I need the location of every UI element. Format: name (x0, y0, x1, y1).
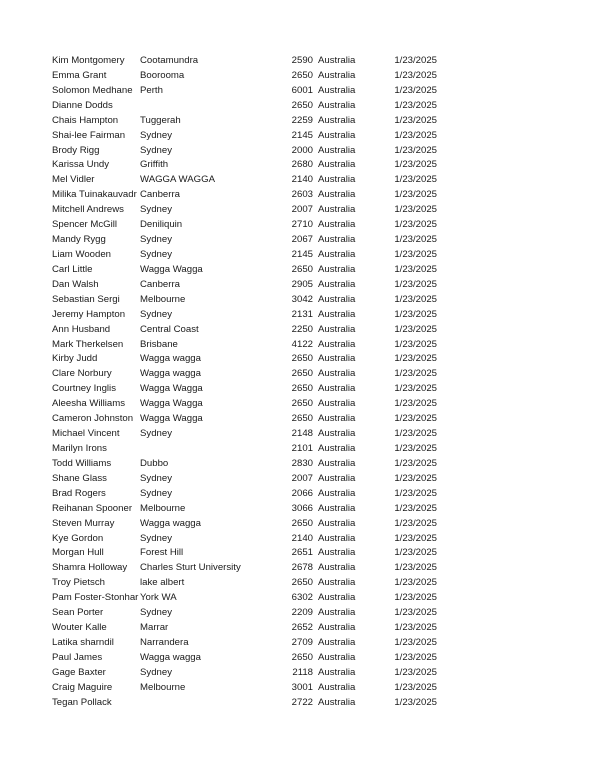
cell-name: Milika Tuinakauvadr (52, 189, 137, 201)
table-row (0, 144, 600, 159)
cell-postcode: 2148 (291, 428, 313, 440)
cell-country: Australia (318, 472, 356, 484)
cell-name: Dianne Dodds (52, 99, 113, 111)
cell-city: Canberra (140, 278, 180, 290)
cell-name: Mel Vidler (52, 174, 95, 186)
table-row (0, 263, 600, 278)
cell-postcode: 2709 (291, 636, 313, 648)
cell-country: Australia (318, 607, 356, 619)
cell-country: Australia (318, 99, 356, 111)
cell-name: Solomon Medhane (52, 84, 133, 96)
cell-name: Mandy Rygg (52, 234, 106, 246)
cell-name: Spencer McGill (52, 219, 118, 231)
cell-postcode: 2650 (291, 99, 313, 111)
cell-country: Australia (318, 293, 356, 305)
cell-city: Wagga wagga (140, 651, 201, 663)
cell-name: Shamra Holloway (52, 562, 128, 574)
table-row (0, 293, 600, 308)
cell-name: Steven Murray (52, 517, 115, 529)
cell-date: 1/23/2025 (394, 487, 437, 499)
cell-country: Australia (318, 681, 356, 693)
cell-country: Australia (318, 413, 356, 425)
cell-name: Ann Husband (52, 323, 111, 335)
cell-city: Wagga Wagga (140, 383, 203, 395)
cell-postcode: 2603 (291, 189, 313, 201)
cell-postcode: 2101 (291, 442, 313, 454)
cell-country: Australia (318, 666, 356, 678)
cell-city: Melbourne (140, 293, 186, 305)
cell-city: Wagga Wagga (140, 398, 203, 410)
cell-city: Cootamundra (140, 55, 199, 66)
cell-name: Clare Norbury (52, 368, 112, 380)
cell-city: Wagga Wagga (140, 413, 203, 425)
cell-date: 1/23/2025 (394, 55, 437, 66)
cell-date: 1/23/2025 (394, 442, 437, 454)
table-row (0, 323, 600, 338)
cell-country: Australia (318, 442, 356, 454)
table-row (0, 546, 600, 561)
cell-country: Australia (318, 547, 356, 559)
cell-date: 1/23/2025 (394, 622, 437, 634)
cell-city: Sydney (140, 248, 172, 260)
table-row (0, 129, 600, 144)
cell-postcode: 2650 (291, 383, 313, 395)
cell-city: Tuggerah (140, 114, 181, 126)
cell-country: Australia (318, 651, 356, 663)
cell-date: 1/23/2025 (394, 696, 437, 708)
table-row (0, 517, 600, 532)
cell-city: Dubbo (140, 457, 169, 469)
cell-date: 1/23/2025 (394, 174, 437, 186)
cell-country: Australia (318, 532, 356, 544)
cell-name: Craig Maguire (52, 681, 113, 693)
cell-postcode: 2250 (291, 323, 313, 335)
table-row (0, 502, 600, 517)
table-row (0, 278, 600, 293)
cell-date: 1/23/2025 (394, 234, 437, 246)
cell-country: Australia (318, 174, 356, 186)
cell-name: Sebastian Sergi (52, 293, 120, 305)
cell-date: 1/23/2025 (394, 562, 437, 574)
cell-country: Australia (318, 353, 356, 365)
cell-date: 1/23/2025 (394, 666, 437, 678)
cell-name: Wouter Kalle (52, 622, 107, 634)
cell-name: Mark Therkelsen (52, 338, 124, 350)
cell-postcode: 2650 (291, 651, 313, 663)
cell-name: Chais Hampton (52, 114, 119, 126)
cell-country: Australia (318, 219, 356, 231)
cell-date: 1/23/2025 (394, 577, 437, 589)
cell-city: Narrandera (140, 636, 189, 648)
cell-name: Michael Vincent (52, 428, 120, 440)
cell-country: Australia (318, 278, 356, 290)
cell-city: Sydney (140, 607, 172, 619)
cell-city: Sydney (140, 144, 172, 156)
cell-date: 1/23/2025 (394, 248, 437, 260)
cell-name: Marilyn Irons (52, 442, 107, 454)
cell-country: Australia (318, 696, 356, 708)
table-row (0, 99, 600, 114)
cell-city: Wagga wagga (140, 517, 201, 529)
cell-postcode: 2140 (291, 174, 313, 186)
cell-name: Mitchell Andrews (52, 204, 124, 216)
cell-postcode: 4122 (291, 338, 313, 350)
table-row (0, 621, 600, 636)
cell-city: Sydney (140, 204, 172, 216)
cell-postcode: 3066 (291, 502, 313, 514)
cell-name: Kye Gordon (52, 532, 104, 544)
table-row (0, 472, 600, 487)
cell-name: Paul James (52, 651, 103, 663)
cell-country: Australia (318, 114, 356, 126)
cell-date: 1/23/2025 (394, 189, 437, 201)
cell-country: Australia (318, 398, 356, 410)
cell-country: Australia (318, 562, 356, 574)
cell-postcode: 2710 (291, 219, 313, 231)
cell-postcode: 2145 (291, 248, 313, 260)
cell-postcode: 3001 (291, 681, 313, 693)
table-row (0, 636, 600, 651)
cell-date: 1/23/2025 (394, 129, 437, 141)
cell-city: Brisbane (140, 338, 178, 350)
cell-country: Australia (318, 338, 356, 350)
cell-postcode: 2650 (291, 368, 313, 380)
cell-country: Australia (318, 323, 356, 335)
cell-postcode: 2067 (291, 234, 313, 246)
cell-postcode: 2680 (291, 159, 313, 171)
cell-city: Charles Sturt University (140, 562, 241, 574)
cell-postcode: 2678 (291, 562, 313, 574)
cell-country: Australia (318, 204, 356, 216)
table-row (0, 576, 600, 591)
cell-date: 1/23/2025 (394, 383, 437, 395)
cell-country: Australia (318, 368, 356, 380)
cell-date: 1/23/2025 (394, 308, 437, 320)
cell-name: Sean Porter (52, 607, 104, 619)
table-row (0, 233, 600, 248)
cell-postcode: 2007 (291, 472, 313, 484)
cell-postcode: 2722 (291, 696, 313, 708)
cell-date: 1/23/2025 (394, 69, 437, 81)
cell-date: 1/23/2025 (394, 517, 437, 529)
cell-name: Dan Walsh (52, 278, 99, 290)
cell-country: Australia (318, 502, 356, 514)
cell-date: 1/23/2025 (394, 99, 437, 111)
cell-name: Shane Glass (52, 472, 107, 484)
cell-city: Canberra (140, 189, 180, 201)
table-row (0, 487, 600, 502)
cell-city: Griffith (140, 159, 169, 171)
cell-name: Jeremy Hampton (52, 308, 126, 320)
table-row (0, 173, 600, 188)
cell-date: 1/23/2025 (394, 592, 437, 604)
cell-date: 1/23/2025 (394, 607, 437, 619)
cell-postcode: 2650 (291, 517, 313, 529)
cell-date: 1/23/2025 (394, 144, 437, 156)
table-row (0, 696, 600, 711)
cell-city: Deniliquin (140, 219, 183, 231)
cell-postcode: 6001 (291, 84, 313, 96)
cell-country: Australia (318, 577, 356, 589)
table-row (0, 338, 600, 353)
table-row (0, 591, 600, 606)
cell-name: Troy Pietsch (52, 577, 105, 589)
cell-country: Australia (318, 189, 356, 201)
cell-city: Sydney (140, 129, 172, 141)
cell-city: Central Coast (140, 323, 199, 335)
cell-city: Sydney (140, 532, 172, 544)
cell-name: Gage Baxter (52, 666, 106, 678)
table-row (0, 532, 600, 547)
table-row (0, 188, 600, 203)
cell-city: Marrar (140, 622, 169, 634)
cell-postcode: 2650 (291, 413, 313, 425)
cell-date: 1/23/2025 (394, 428, 437, 440)
cell-name: Carl Little (52, 263, 93, 275)
cell-city: Melbourne (140, 681, 186, 693)
cell-date: 1/23/2025 (394, 219, 437, 231)
cell-country: Australia (318, 263, 356, 275)
cell-name: Morgan Hull (52, 547, 104, 559)
cell-city: Forest Hill (140, 547, 184, 559)
cell-city: Wagga wagga (140, 353, 201, 365)
cell-country: Australia (318, 428, 356, 440)
table-row (0, 218, 600, 233)
cell-date: 1/23/2025 (394, 502, 437, 514)
cell-postcode: 2905 (291, 278, 313, 290)
cell-date: 1/23/2025 (394, 368, 437, 380)
cell-name: Brody Rigg (52, 144, 100, 156)
cell-postcode: 2259 (291, 114, 313, 126)
cell-postcode: 2650 (291, 69, 313, 81)
cell-country: Australia (318, 248, 356, 260)
table-row (0, 666, 600, 681)
cell-country: Australia (318, 487, 356, 499)
cell-name: Tegan Pollack (52, 696, 112, 708)
table-row (0, 606, 600, 621)
table-row (0, 397, 600, 412)
cell-postcode: 2652 (291, 622, 313, 634)
cell-postcode: 2131 (291, 308, 313, 320)
cell-postcode: 2650 (291, 577, 313, 589)
cell-date: 1/23/2025 (394, 547, 437, 559)
cell-country: Australia (318, 383, 356, 395)
cell-date: 1/23/2025 (394, 636, 437, 648)
table-row (0, 352, 600, 367)
cell-city: Perth (140, 84, 163, 96)
cell-date: 1/23/2025 (394, 278, 437, 290)
table-row (0, 114, 600, 129)
cell-country: Australia (318, 84, 356, 96)
cell-postcode: 2651 (291, 547, 313, 559)
cell-date: 1/23/2025 (394, 114, 437, 126)
cell-name: Emma Grant (52, 69, 107, 81)
cell-postcode: 2140 (291, 532, 313, 544)
table-row (0, 427, 600, 442)
cell-name: Kim Montgomery (52, 55, 125, 66)
cell-name: Kirby Judd (52, 353, 98, 365)
cell-country: Australia (318, 55, 356, 66)
cell-date: 1/23/2025 (394, 651, 437, 663)
table-row (0, 382, 600, 397)
cell-city: WAGGA WAGGA (140, 174, 215, 186)
cell-postcode: 6302 (291, 592, 313, 604)
cell-postcode: 2118 (292, 666, 313, 678)
cell-name: Pam Foster-Stonhar (52, 592, 139, 604)
cell-country: Australia (318, 144, 356, 156)
table-row (0, 681, 600, 696)
cell-country: Australia (318, 234, 356, 246)
cell-date: 1/23/2025 (394, 353, 437, 365)
cell-date: 1/23/2025 (394, 338, 437, 350)
cell-city: Sydney (140, 428, 172, 440)
cell-name: Liam Wooden (52, 248, 112, 260)
cell-country: Australia (318, 308, 356, 320)
cell-date: 1/23/2025 (394, 398, 437, 410)
cell-name: Karissa Undy (52, 159, 110, 171)
cell-date: 1/23/2025 (394, 681, 437, 693)
cell-name: Latika sharndil (52, 636, 114, 648)
cell-city: Sydney (140, 308, 172, 320)
table-row (0, 69, 600, 84)
cell-name: Cameron Johnston (52, 413, 134, 425)
cell-country: Australia (318, 457, 356, 469)
cell-postcode: 2066 (291, 487, 313, 499)
cell-postcode: 2590 (291, 55, 313, 66)
table-row (0, 367, 600, 382)
cell-date: 1/23/2025 (394, 84, 437, 96)
data-table (0, 54, 600, 711)
cell-postcode: 2000 (291, 144, 313, 156)
table-row (0, 651, 600, 666)
cell-name: Reihanan Spooner (52, 502, 133, 514)
cell-postcode: 2209 (291, 607, 313, 619)
cell-date: 1/23/2025 (394, 457, 437, 469)
cell-city: Boorooma (140, 69, 185, 81)
cell-city: lake albert (140, 577, 185, 589)
cell-country: Australia (318, 517, 356, 529)
cell-postcode: 2650 (291, 353, 313, 365)
table-row (0, 248, 600, 263)
cell-date: 1/23/2025 (394, 323, 437, 335)
cell-date: 1/23/2025 (394, 293, 437, 305)
cell-postcode: 2007 (291, 204, 313, 216)
cell-name: Aleesha Williams (52, 398, 126, 410)
cell-name: Brad Rogers (52, 487, 106, 499)
cell-country: Australia (318, 592, 356, 604)
cell-postcode: 3042 (291, 293, 313, 305)
cell-date: 1/23/2025 (394, 532, 437, 544)
cell-city: Sydney (140, 472, 172, 484)
cell-city: Wagga wagga (140, 368, 201, 380)
cell-city: Melbourne (140, 502, 186, 514)
cell-country: Australia (318, 69, 356, 81)
cell-city: York WA (140, 592, 177, 604)
cell-date: 1/23/2025 (394, 413, 437, 425)
cell-postcode: 2650 (291, 398, 313, 410)
table-row (0, 203, 600, 218)
cell-city: Wagga Wagga (140, 263, 203, 275)
table-row (0, 561, 600, 576)
table-row (0, 457, 600, 472)
table-row (0, 442, 600, 457)
cell-name: Todd Williams (52, 457, 112, 469)
cell-city: Sydney (140, 234, 172, 246)
cell-name: Shai-lee Fairman (52, 129, 126, 141)
table-row (0, 308, 600, 323)
cell-postcode: 2145 (291, 129, 313, 141)
cell-postcode: 2830 (291, 457, 313, 469)
cell-city: Sydney (140, 666, 172, 678)
table-row (0, 158, 600, 173)
cell-postcode: 2650 (291, 263, 313, 275)
table-row (0, 412, 600, 427)
table-row (0, 84, 600, 99)
cell-country: Australia (318, 622, 356, 634)
cell-city: Sydney (140, 487, 172, 499)
cell-date: 1/23/2025 (394, 204, 437, 216)
cell-country: Australia (318, 159, 356, 171)
cell-name: Courtney Inglis (52, 383, 116, 395)
table-row (0, 54, 600, 69)
cell-date: 1/23/2025 (394, 263, 437, 275)
cell-country: Australia (318, 129, 356, 141)
cell-date: 1/23/2025 (394, 159, 437, 171)
cell-country: Australia (318, 636, 356, 648)
cell-date: 1/23/2025 (394, 472, 437, 484)
